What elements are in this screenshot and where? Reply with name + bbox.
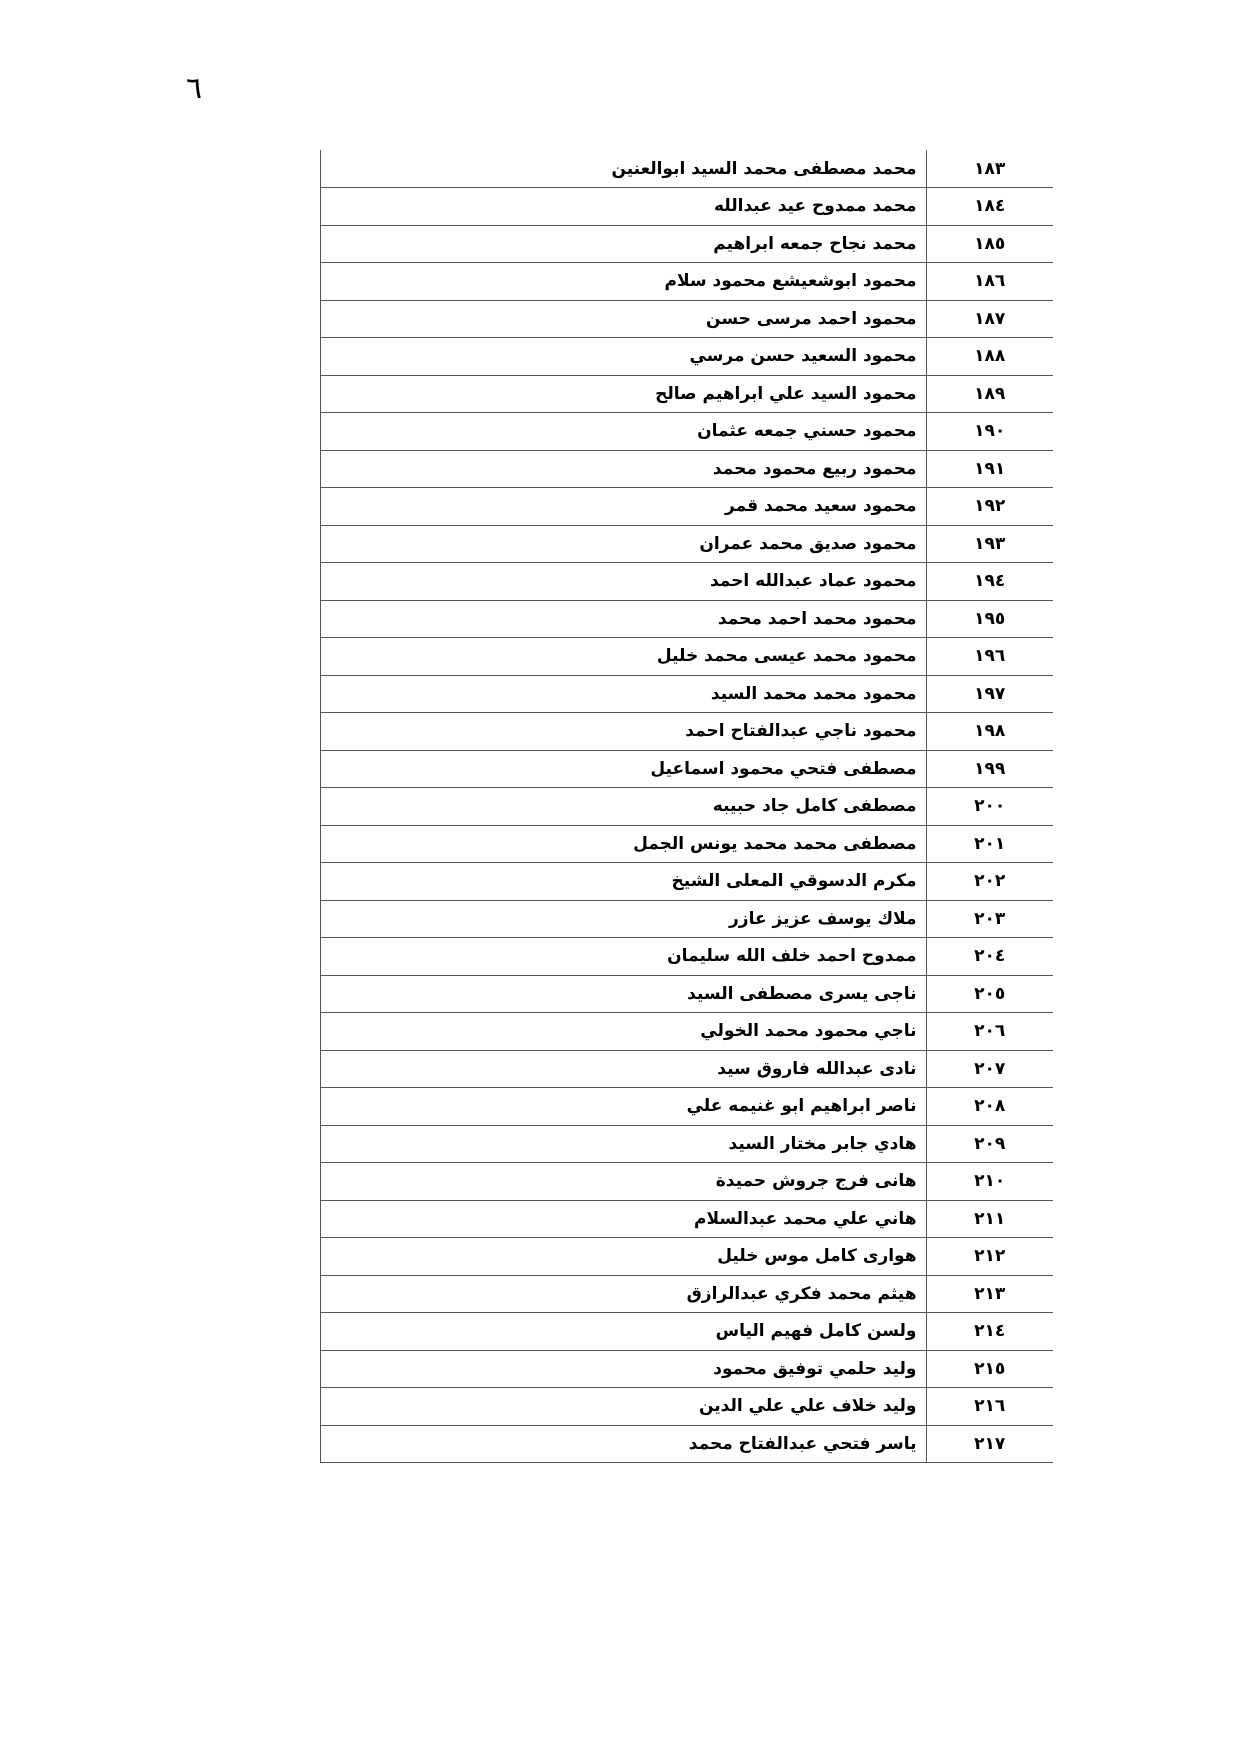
table-row (321, 1313, 1054, 1351)
row-name: محمود ربيع محمود محمد (321, 450, 927, 488)
table-row (321, 1163, 1054, 1201)
row-name: ممدوح احمد خلف الله سليمان (321, 938, 927, 976)
row-name: مصطفى كامل جاد حبيبه (321, 788, 927, 826)
page-number: ٦ (186, 71, 203, 106)
table-row (321, 863, 1054, 901)
table-row (321, 338, 1054, 376)
row-name: ناصر ابراهيم ابو غنيمه علي (321, 1088, 927, 1126)
table-row (321, 938, 1054, 976)
row-name: محمود محمد عيسى محمد خليل (321, 638, 927, 676)
table-row (321, 713, 1054, 751)
row-number: ٢٠٤ (926, 938, 1053, 976)
row-name: هوارى كامل موس خليل (321, 1238, 927, 1276)
table-row (321, 1200, 1054, 1238)
row-number: ٢٠٢ (926, 863, 1053, 901)
table-row (321, 1350, 1054, 1388)
row-name: محمود ابوشعيشع محمود سلام (321, 263, 927, 301)
table-row (321, 563, 1054, 601)
row-number: ١٩٦ (926, 638, 1053, 676)
table-row (321, 1050, 1054, 1088)
table-row (321, 750, 1054, 788)
table-row (321, 788, 1054, 826)
table-row (321, 975, 1054, 1013)
table-row (321, 675, 1054, 713)
row-name: ملاك يوسف عزيز عازر (321, 900, 927, 938)
table-row (321, 488, 1054, 526)
row-name: محمود حسني جمعه عثمان (321, 413, 927, 451)
row-number: ٢٠٥ (926, 975, 1053, 1013)
row-number: ١٩٣ (926, 525, 1053, 563)
row-number: ١٨٧ (926, 300, 1053, 338)
row-number: ٢١٦ (926, 1388, 1053, 1426)
row-name: محمود محمد احمد محمد (321, 600, 927, 638)
row-name: هانى فرج جروش حميدة (321, 1163, 927, 1201)
row-name: ياسر فتحي عبدالفتاح محمد (321, 1425, 927, 1463)
table-row (321, 600, 1054, 638)
row-number: ٢٠٧ (926, 1050, 1053, 1088)
row-number: ٢٠٠ (926, 788, 1053, 826)
row-name: هادي جابر مختار السيد (321, 1125, 927, 1163)
row-number: ٢١٣ (926, 1275, 1053, 1313)
row-number: ١٩٩ (926, 750, 1053, 788)
table-row (321, 188, 1054, 226)
table-row (321, 1425, 1054, 1463)
table-row (321, 1275, 1054, 1313)
row-name: محمود محمد محمد السيد (321, 675, 927, 713)
row-number: ١٨٩ (926, 375, 1053, 413)
row-name: محمد نجاح جمعه ابراهيم (321, 225, 927, 263)
row-name: هيثم محمد فكري عبدالرازق (321, 1275, 927, 1313)
row-number: ٢١٧ (926, 1425, 1053, 1463)
row-name: محمد مصطفى محمد السيد ابوالعنين (321, 150, 927, 188)
row-name: محمود ناجي عبدالفتاح احمد (321, 713, 927, 751)
row-number: ١٨٦ (926, 263, 1053, 301)
table-row (321, 375, 1054, 413)
table-row (321, 413, 1054, 451)
row-number: ٢٠٨ (926, 1088, 1053, 1126)
table-row (321, 525, 1054, 563)
row-name: محمود سعيد محمد قمر (321, 488, 927, 526)
row-number: ١٩٠ (926, 413, 1053, 451)
row-name: محمود عماد عبدالله احمد (321, 563, 927, 601)
row-number: ٢١١ (926, 1200, 1053, 1238)
table-row (321, 1013, 1054, 1051)
table-row (321, 638, 1054, 676)
row-number: ١٨٥ (926, 225, 1053, 263)
table-row (321, 450, 1054, 488)
row-number: ١٩٨ (926, 713, 1053, 751)
table-row (321, 225, 1054, 263)
row-name: مكرم الدسوقي المعلى الشيخ (321, 863, 927, 901)
row-name: هاني علي محمد عبدالسلام (321, 1200, 927, 1238)
table-row (321, 263, 1054, 301)
row-number: ٢٠٣ (926, 900, 1053, 938)
row-name: وليد خلاف علي علي الدين (321, 1388, 927, 1426)
table-row (321, 1125, 1054, 1163)
row-number: ٢٠٩ (926, 1125, 1053, 1163)
row-number: ١٨٣ (926, 150, 1053, 188)
table-row (321, 900, 1054, 938)
row-number: ٢١٤ (926, 1313, 1053, 1351)
row-name: ولسن كامل فهيم الياس (321, 1313, 927, 1351)
row-number: ١٨٤ (926, 188, 1053, 226)
row-name: محمود السعيد حسن مرسي (321, 338, 927, 376)
row-name: نادى عبدالله فاروق سيد (321, 1050, 927, 1088)
table-row (321, 1238, 1054, 1276)
table-row (321, 300, 1054, 338)
names-table (320, 150, 1053, 1463)
row-name: مصطفى فتحي محمود اسماعيل (321, 750, 927, 788)
table-row (321, 1388, 1054, 1426)
names-table-body (321, 150, 1054, 1463)
row-number: ٢١٠ (926, 1163, 1053, 1201)
row-name: محمود صديق محمد عمران (321, 525, 927, 563)
row-name: ناجي محمود محمد الخولي (321, 1013, 927, 1051)
table-row (321, 1088, 1054, 1126)
row-number: ١٩٢ (926, 488, 1053, 526)
row-name: محمد ممدوح عيد عبدالله (321, 188, 927, 226)
row-name: ناجى يسرى مصطفى السيد (321, 975, 927, 1013)
row-number: ٢٠١ (926, 825, 1053, 863)
row-name: محمود السيد علي ابراهيم صالح (321, 375, 927, 413)
row-number: ١٩٤ (926, 563, 1053, 601)
row-name: وليد حلمي توفيق محمود (321, 1350, 927, 1388)
row-number: ١٩١ (926, 450, 1053, 488)
row-name: مصطفى محمد محمد يونس الجمل (321, 825, 927, 863)
row-number: ٢١٥ (926, 1350, 1053, 1388)
row-number: ١٩٧ (926, 675, 1053, 713)
row-number: ٢٠٦ (926, 1013, 1053, 1051)
row-number: ١٩٥ (926, 600, 1053, 638)
row-name: محمود احمد مرسى حسن (321, 300, 927, 338)
table-row (321, 825, 1054, 863)
row-number: ١٨٨ (926, 338, 1053, 376)
row-number: ٢١٢ (926, 1238, 1053, 1276)
table-row (321, 150, 1054, 188)
